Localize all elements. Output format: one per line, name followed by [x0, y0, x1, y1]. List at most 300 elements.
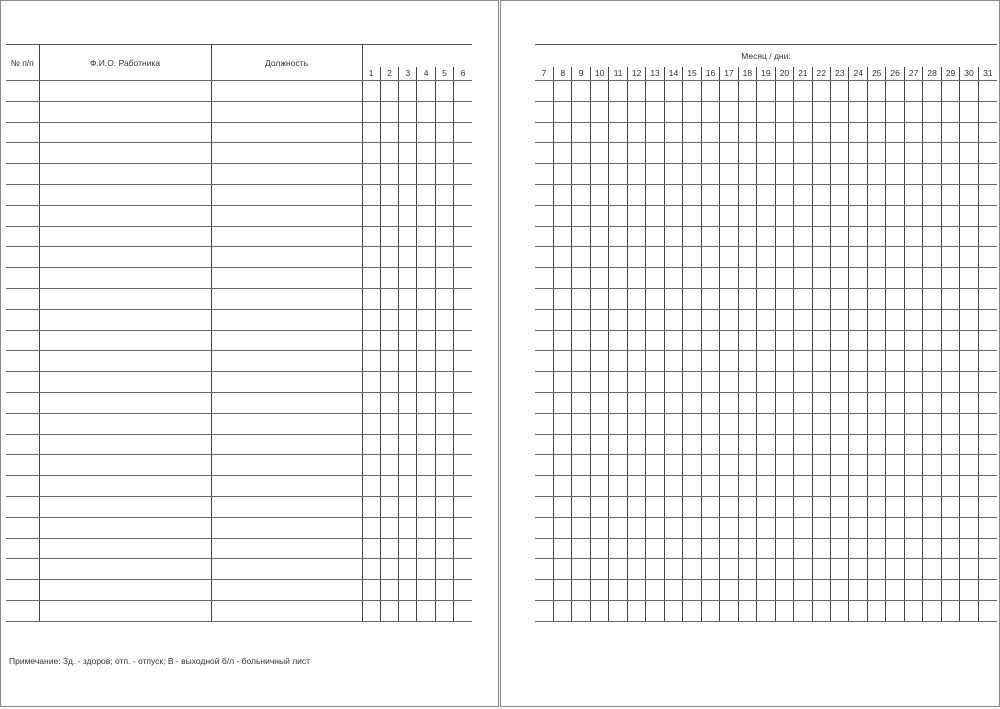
day-cell[interactable] — [572, 164, 590, 185]
position-cell[interactable] — [211, 143, 362, 164]
day-cell[interactable] — [867, 330, 885, 351]
day-cell[interactable] — [553, 580, 571, 601]
day-cell[interactable] — [454, 496, 472, 517]
position-cell[interactable] — [211, 392, 362, 413]
day-cell[interactable] — [572, 455, 590, 476]
position-cell[interactable] — [211, 580, 362, 601]
day-cell[interactable] — [831, 247, 849, 268]
number-cell[interactable] — [6, 288, 39, 309]
day-cell[interactable] — [572, 288, 590, 309]
day-cell[interactable] — [923, 559, 941, 580]
day-cell[interactable] — [904, 538, 922, 559]
day-cell[interactable] — [399, 101, 417, 122]
number-cell[interactable] — [6, 434, 39, 455]
day-cell[interactable] — [886, 330, 904, 351]
day-cell[interactable] — [454, 268, 472, 289]
day-cell[interactable] — [362, 517, 380, 538]
day-cell[interactable] — [794, 184, 812, 205]
day-cell[interactable] — [535, 455, 553, 476]
day-cell[interactable] — [627, 600, 645, 621]
day-cell[interactable] — [609, 413, 627, 434]
day-cell[interactable] — [904, 600, 922, 621]
day-cell[interactable] — [757, 101, 775, 122]
day-cell[interactable] — [362, 580, 380, 601]
day-cell[interactable] — [454, 372, 472, 393]
day-cell[interactable] — [831, 205, 849, 226]
day-cell[interactable] — [553, 496, 571, 517]
day-cell[interactable] — [794, 268, 812, 289]
day-cell[interactable] — [867, 351, 885, 372]
day-cell[interactable] — [627, 372, 645, 393]
day-cell[interactable] — [941, 538, 959, 559]
day-cell[interactable] — [720, 392, 738, 413]
position-cell[interactable] — [211, 372, 362, 393]
day-cell[interactable] — [960, 372, 978, 393]
day-cell[interactable] — [960, 309, 978, 330]
day-cell[interactable] — [646, 538, 664, 559]
day-cell[interactable] — [609, 538, 627, 559]
day-cell[interactable] — [609, 330, 627, 351]
day-cell[interactable] — [831, 184, 849, 205]
day-cell[interactable] — [417, 600, 435, 621]
day-cell[interactable] — [417, 496, 435, 517]
day-cell[interactable] — [886, 496, 904, 517]
day-cell[interactable] — [794, 309, 812, 330]
day-cell[interactable] — [664, 517, 682, 538]
day-cell[interactable] — [590, 143, 608, 164]
day-cell[interactable] — [701, 580, 719, 601]
day-cell[interactable] — [399, 413, 417, 434]
day-cell[interactable] — [886, 143, 904, 164]
day-cell[interactable] — [794, 580, 812, 601]
day-cell[interactable] — [812, 226, 830, 247]
day-cell[interactable] — [683, 288, 701, 309]
day-cell[interactable] — [831, 226, 849, 247]
day-cell[interactable] — [960, 496, 978, 517]
day-cell[interactable] — [923, 517, 941, 538]
day-cell[interactable] — [380, 392, 398, 413]
day-cell[interactable] — [664, 164, 682, 185]
name-cell[interactable] — [39, 247, 211, 268]
day-cell[interactable] — [849, 517, 867, 538]
day-cell[interactable] — [923, 184, 941, 205]
number-cell[interactable] — [6, 330, 39, 351]
day-cell[interactable] — [886, 372, 904, 393]
day-cell[interactable] — [609, 81, 627, 102]
day-cell[interactable] — [553, 268, 571, 289]
day-cell[interactable] — [960, 226, 978, 247]
day-cell[interactable] — [794, 559, 812, 580]
day-cell[interactable] — [923, 122, 941, 143]
day-cell[interactable] — [775, 122, 793, 143]
day-cell[interactable] — [646, 600, 664, 621]
day-cell[interactable] — [646, 434, 664, 455]
day-cell[interactable] — [664, 351, 682, 372]
day-cell[interactable] — [627, 476, 645, 497]
day-cell[interactable] — [701, 600, 719, 621]
day-cell[interactable] — [646, 330, 664, 351]
day-cell[interactable] — [978, 309, 997, 330]
day-cell[interactable] — [775, 580, 793, 601]
day-cell[interactable] — [362, 559, 380, 580]
day-cell[interactable] — [572, 413, 590, 434]
day-cell[interactable] — [646, 351, 664, 372]
day-cell[interactable] — [867, 309, 885, 330]
day-cell[interactable] — [738, 184, 756, 205]
day-cell[interactable] — [553, 434, 571, 455]
day-cell[interactable] — [867, 517, 885, 538]
day-cell[interactable] — [978, 392, 997, 413]
day-cell[interactable] — [627, 247, 645, 268]
day-cell[interactable] — [417, 392, 435, 413]
day-cell[interactable] — [775, 517, 793, 538]
day-cell[interactable] — [720, 496, 738, 517]
day-cell[interactable] — [867, 101, 885, 122]
day-cell[interactable] — [757, 517, 775, 538]
day-cell[interactable] — [960, 164, 978, 185]
day-cell[interactable] — [454, 288, 472, 309]
day-cell[interactable] — [535, 372, 553, 393]
day-cell[interactable] — [399, 205, 417, 226]
day-cell[interactable] — [417, 580, 435, 601]
day-cell[interactable] — [923, 226, 941, 247]
day-cell[interactable] — [646, 247, 664, 268]
day-cell[interactable] — [454, 309, 472, 330]
day-cell[interactable] — [664, 538, 682, 559]
day-cell[interactable] — [886, 434, 904, 455]
day-cell[interactable] — [886, 392, 904, 413]
day-cell[interactable] — [572, 476, 590, 497]
day-cell[interactable] — [454, 351, 472, 372]
number-cell[interactable] — [6, 559, 39, 580]
day-cell[interactable] — [535, 309, 553, 330]
day-cell[interactable] — [886, 184, 904, 205]
day-cell[interactable] — [362, 143, 380, 164]
day-cell[interactable] — [867, 226, 885, 247]
day-cell[interactable] — [775, 476, 793, 497]
day-cell[interactable] — [683, 351, 701, 372]
day-cell[interactable] — [399, 538, 417, 559]
day-cell[interactable] — [454, 330, 472, 351]
number-cell[interactable] — [6, 496, 39, 517]
day-cell[interactable] — [609, 101, 627, 122]
day-cell[interactable] — [417, 184, 435, 205]
name-cell[interactable] — [39, 205, 211, 226]
day-cell[interactable] — [627, 268, 645, 289]
day-cell[interactable] — [572, 600, 590, 621]
day-cell[interactable] — [831, 559, 849, 580]
day-cell[interactable] — [867, 184, 885, 205]
day-cell[interactable] — [590, 496, 608, 517]
day-cell[interactable] — [627, 205, 645, 226]
day-cell[interactable] — [646, 164, 664, 185]
day-cell[interactable] — [812, 517, 830, 538]
day-cell[interactable] — [646, 517, 664, 538]
day-cell[interactable] — [454, 164, 472, 185]
day-cell[interactable] — [380, 600, 398, 621]
day-cell[interactable] — [849, 226, 867, 247]
day-cell[interactable] — [849, 81, 867, 102]
day-cell[interactable] — [812, 205, 830, 226]
day-cell[interactable] — [664, 81, 682, 102]
day-cell[interactable] — [812, 101, 830, 122]
day-cell[interactable] — [904, 268, 922, 289]
day-cell[interactable] — [535, 392, 553, 413]
day-cell[interactable] — [646, 81, 664, 102]
name-cell[interactable] — [39, 476, 211, 497]
position-cell[interactable] — [211, 164, 362, 185]
day-cell[interactable] — [701, 496, 719, 517]
day-cell[interactable] — [794, 600, 812, 621]
day-cell[interactable] — [775, 392, 793, 413]
day-cell[interactable] — [609, 455, 627, 476]
position-cell[interactable] — [211, 184, 362, 205]
day-cell[interactable] — [664, 143, 682, 164]
day-cell[interactable] — [535, 351, 553, 372]
day-cell[interactable] — [609, 600, 627, 621]
day-cell[interactable] — [454, 580, 472, 601]
day-cell[interactable] — [399, 351, 417, 372]
day-cell[interactable] — [757, 184, 775, 205]
day-cell[interactable] — [831, 455, 849, 476]
number-cell[interactable] — [6, 580, 39, 601]
day-cell[interactable] — [738, 434, 756, 455]
day-cell[interactable] — [904, 288, 922, 309]
day-cell[interactable] — [960, 247, 978, 268]
day-cell[interactable] — [399, 434, 417, 455]
day-cell[interactable] — [960, 559, 978, 580]
day-cell[interactable] — [683, 226, 701, 247]
day-cell[interactable] — [904, 143, 922, 164]
day-cell[interactable] — [867, 164, 885, 185]
number-cell[interactable] — [6, 476, 39, 497]
day-cell[interactable] — [417, 538, 435, 559]
day-cell[interactable] — [417, 517, 435, 538]
position-cell[interactable] — [211, 288, 362, 309]
day-cell[interactable] — [923, 288, 941, 309]
day-cell[interactable] — [646, 372, 664, 393]
day-cell[interactable] — [627, 81, 645, 102]
day-cell[interactable] — [609, 372, 627, 393]
name-cell[interactable] — [39, 81, 211, 102]
day-cell[interactable] — [417, 413, 435, 434]
day-cell[interactable] — [454, 538, 472, 559]
day-cell[interactable] — [923, 247, 941, 268]
day-cell[interactable] — [664, 288, 682, 309]
day-cell[interactable] — [380, 309, 398, 330]
day-cell[interactable] — [775, 455, 793, 476]
day-cell[interactable] — [399, 143, 417, 164]
day-cell[interactable] — [572, 226, 590, 247]
day-cell[interactable] — [849, 288, 867, 309]
day-cell[interactable] — [417, 372, 435, 393]
day-cell[interactable] — [941, 122, 959, 143]
day-cell[interactable] — [794, 205, 812, 226]
day-cell[interactable] — [609, 205, 627, 226]
name-cell[interactable] — [39, 101, 211, 122]
day-cell[interactable] — [553, 351, 571, 372]
day-cell[interactable] — [757, 226, 775, 247]
day-cell[interactable] — [701, 538, 719, 559]
position-cell[interactable] — [211, 455, 362, 476]
day-cell[interactable] — [380, 372, 398, 393]
day-cell[interactable] — [720, 372, 738, 393]
day-cell[interactable] — [627, 434, 645, 455]
day-cell[interactable] — [867, 538, 885, 559]
day-cell[interactable] — [362, 288, 380, 309]
day-cell[interactable] — [664, 330, 682, 351]
day-cell[interactable] — [978, 330, 997, 351]
day-cell[interactable] — [417, 247, 435, 268]
number-cell[interactable] — [6, 600, 39, 621]
name-cell[interactable] — [39, 496, 211, 517]
day-cell[interactable] — [399, 226, 417, 247]
day-cell[interactable] — [590, 309, 608, 330]
position-cell[interactable] — [211, 351, 362, 372]
day-cell[interactable] — [627, 455, 645, 476]
day-cell[interactable] — [849, 351, 867, 372]
name-cell[interactable] — [39, 184, 211, 205]
day-cell[interactable] — [627, 101, 645, 122]
day-cell[interactable] — [794, 330, 812, 351]
day-cell[interactable] — [831, 351, 849, 372]
day-cell[interactable] — [553, 538, 571, 559]
day-cell[interactable] — [572, 517, 590, 538]
day-cell[interactable] — [812, 268, 830, 289]
day-cell[interactable] — [664, 496, 682, 517]
day-cell[interactable] — [380, 122, 398, 143]
day-cell[interactable] — [904, 455, 922, 476]
name-cell[interactable] — [39, 330, 211, 351]
day-cell[interactable] — [960, 330, 978, 351]
day-cell[interactable] — [399, 600, 417, 621]
day-cell[interactable] — [701, 226, 719, 247]
day-cell[interactable] — [572, 434, 590, 455]
day-cell[interactable] — [978, 476, 997, 497]
name-cell[interactable] — [39, 143, 211, 164]
day-cell[interactable] — [380, 434, 398, 455]
day-cell[interactable] — [867, 122, 885, 143]
day-cell[interactable] — [738, 247, 756, 268]
day-cell[interactable] — [904, 413, 922, 434]
position-cell[interactable] — [211, 122, 362, 143]
day-cell[interactable] — [978, 538, 997, 559]
day-cell[interactable] — [738, 122, 756, 143]
day-cell[interactable] — [572, 580, 590, 601]
day-cell[interactable] — [941, 455, 959, 476]
day-cell[interactable] — [362, 101, 380, 122]
day-cell[interactable] — [417, 455, 435, 476]
day-cell[interactable] — [904, 351, 922, 372]
day-cell[interactable] — [978, 164, 997, 185]
day-cell[interactable] — [590, 226, 608, 247]
day-cell[interactable] — [757, 496, 775, 517]
day-cell[interactable] — [454, 600, 472, 621]
day-cell[interactable] — [417, 309, 435, 330]
day-cell[interactable] — [941, 247, 959, 268]
day-cell[interactable] — [812, 580, 830, 601]
day-cell[interactable] — [720, 101, 738, 122]
day-cell[interactable] — [572, 559, 590, 580]
day-cell[interactable] — [867, 392, 885, 413]
day-cell[interactable] — [720, 184, 738, 205]
day-cell[interactable] — [362, 351, 380, 372]
day-cell[interactable] — [535, 122, 553, 143]
day-cell[interactable] — [627, 309, 645, 330]
day-cell[interactable] — [590, 455, 608, 476]
day-cell[interactable] — [978, 372, 997, 393]
day-cell[interactable] — [435, 538, 453, 559]
day-cell[interactable] — [867, 455, 885, 476]
day-cell[interactable] — [978, 413, 997, 434]
day-cell[interactable] — [904, 330, 922, 351]
day-cell[interactable] — [738, 351, 756, 372]
name-cell[interactable] — [39, 392, 211, 413]
day-cell[interactable] — [886, 455, 904, 476]
number-cell[interactable] — [6, 247, 39, 268]
day-cell[interactable] — [572, 205, 590, 226]
day-cell[interactable] — [627, 184, 645, 205]
day-cell[interactable] — [435, 559, 453, 580]
day-cell[interactable] — [849, 143, 867, 164]
day-cell[interactable] — [720, 226, 738, 247]
day-cell[interactable] — [720, 330, 738, 351]
day-cell[interactable] — [812, 434, 830, 455]
day-cell[interactable] — [627, 496, 645, 517]
day-cell[interactable] — [941, 205, 959, 226]
day-cell[interactable] — [417, 122, 435, 143]
day-cell[interactable] — [904, 247, 922, 268]
day-cell[interactable] — [609, 517, 627, 538]
day-cell[interactable] — [978, 496, 997, 517]
day-cell[interactable] — [941, 496, 959, 517]
day-cell[interactable] — [380, 476, 398, 497]
day-cell[interactable] — [683, 580, 701, 601]
day-cell[interactable] — [812, 600, 830, 621]
day-cell[interactable] — [646, 268, 664, 289]
day-cell[interactable] — [941, 330, 959, 351]
day-cell[interactable] — [362, 226, 380, 247]
day-cell[interactable] — [701, 288, 719, 309]
day-cell[interactable] — [380, 101, 398, 122]
day-cell[interactable] — [683, 413, 701, 434]
day-cell[interactable] — [867, 559, 885, 580]
day-cell[interactable] — [380, 164, 398, 185]
day-cell[interactable] — [720, 580, 738, 601]
day-cell[interactable] — [646, 580, 664, 601]
day-cell[interactable] — [683, 476, 701, 497]
day-cell[interactable] — [535, 226, 553, 247]
day-cell[interactable] — [590, 392, 608, 413]
position-cell[interactable] — [211, 559, 362, 580]
day-cell[interactable] — [960, 413, 978, 434]
name-cell[interactable] — [39, 288, 211, 309]
day-cell[interactable] — [701, 309, 719, 330]
day-cell[interactable] — [435, 580, 453, 601]
day-cell[interactable] — [683, 268, 701, 289]
day-cell[interactable] — [960, 351, 978, 372]
day-cell[interactable] — [572, 184, 590, 205]
day-cell[interactable] — [553, 226, 571, 247]
day-cell[interactable] — [535, 517, 553, 538]
day-cell[interactable] — [941, 268, 959, 289]
day-cell[interactable] — [923, 496, 941, 517]
day-cell[interactable] — [960, 184, 978, 205]
day-cell[interactable] — [701, 184, 719, 205]
day-cell[interactable] — [923, 392, 941, 413]
position-cell[interactable] — [211, 330, 362, 351]
day-cell[interactable] — [553, 143, 571, 164]
